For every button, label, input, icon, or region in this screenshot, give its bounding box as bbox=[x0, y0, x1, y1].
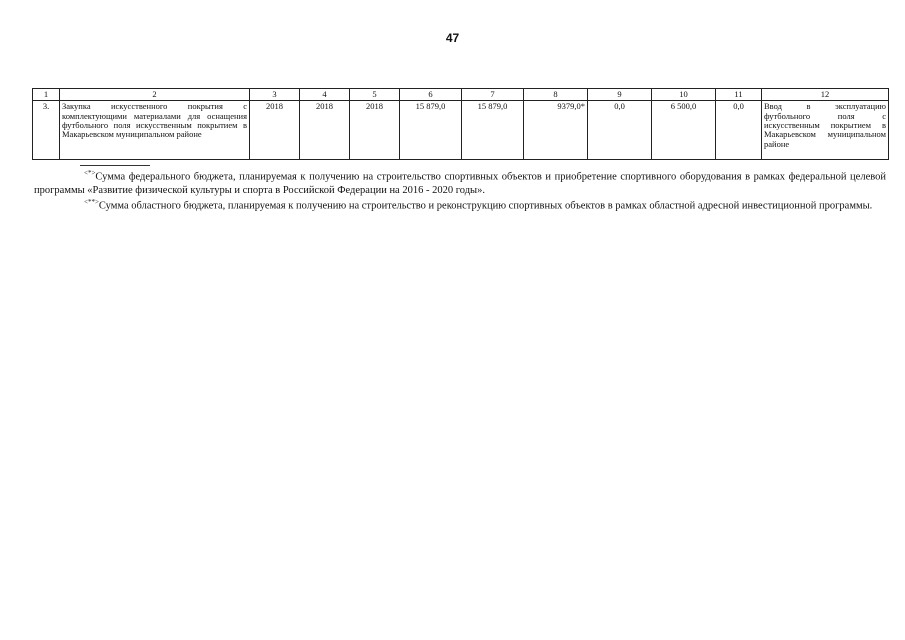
table-cell: 2018 bbox=[350, 101, 400, 160]
footnote-text: Сумма областного бюджета, планируемая к получению на строительство и реконструкцию спортивных объектов в рамках областной адресной инвестиционной программы. bbox=[98, 200, 873, 212]
table-cell: 2018 bbox=[300, 101, 350, 160]
footnotes bbox=[34, 169, 886, 214]
table-cell: 2018 bbox=[250, 101, 300, 160]
footnote-marker: <*> bbox=[84, 169, 96, 177]
column-header: 11 bbox=[716, 89, 762, 101]
row-description: Закупка искусственного покрытия с комплектующими материалами для оснащения футбольного поля искусственным покрытием в Макарьевском муниципальном районе bbox=[60, 101, 250, 160]
footnote-text: Сумма федерального бюджета, планируемая к получению на строительство спортивных объектов и приобретение спортивного оборудования в рамках федеральной целевой программы «Развитие физической культуры и спорта в Российской Федерации на 2016 - 2020 годы». bbox=[34, 171, 886, 197]
row-number: 3. bbox=[33, 101, 60, 160]
footnote-marker: <**> bbox=[84, 198, 99, 207]
column-header: 9 bbox=[588, 89, 652, 101]
column-header: 8 bbox=[524, 89, 588, 101]
footnote-divider bbox=[80, 165, 150, 166]
row-result: Ввод в эксплуатацию футбольного поля с искусственным покрытием в Макарьевском муниципальном районе bbox=[762, 101, 889, 160]
column-header: 3 bbox=[250, 89, 300, 101]
table-cell: 6 500,0 bbox=[652, 101, 716, 160]
footnote bbox=[34, 198, 886, 213]
column-header: 7 bbox=[462, 89, 524, 101]
column-header: 12 bbox=[762, 89, 889, 101]
column-header: 1 bbox=[33, 89, 60, 101]
program-table bbox=[32, 88, 889, 160]
footnote bbox=[34, 169, 886, 198]
page-number: 47 bbox=[445, 31, 460, 45]
table-cell: 15 879,0 bbox=[400, 101, 462, 160]
column-header: 5 bbox=[350, 89, 400, 101]
column-header: 6 bbox=[400, 89, 462, 101]
column-header: 4 bbox=[300, 89, 350, 101]
table-cell: 15 879,0 bbox=[462, 101, 524, 160]
column-header: 2 bbox=[60, 89, 250, 101]
column-header: 10 bbox=[652, 89, 716, 101]
table-cell: 0,0 bbox=[716, 101, 762, 160]
table-cell: 0,0 bbox=[588, 101, 652, 160]
table-row bbox=[33, 101, 889, 160]
table-cell: 9379,0* bbox=[524, 101, 588, 160]
table-header-row bbox=[33, 89, 889, 101]
